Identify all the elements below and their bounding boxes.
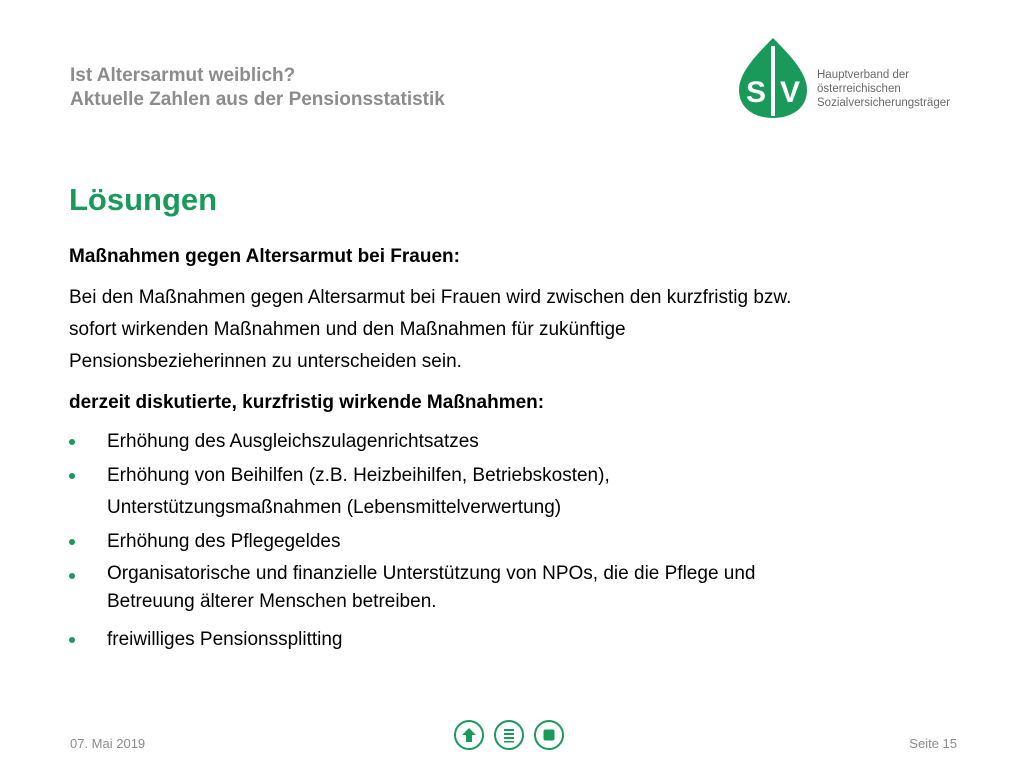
- logo-text-line3: Sozialversicherungsträger: [817, 97, 950, 109]
- bullet-dot-icon: [69, 573, 75, 579]
- svg-text:S: S: [745, 76, 767, 109]
- measures-list: [69, 426, 949, 656]
- footer-page-number: Seite 15: [909, 736, 957, 751]
- sv-leaf-icon: [735, 36, 811, 120]
- list-item: Erhöhung des Pflegegeldes: [69, 526, 949, 558]
- list-item: Erhöhung von Beihilfen (z.B. Heizbeihilfen, Betriebskosten), Unterstützungsmaßnahmen (Lebensmittelverwertung): [69, 460, 949, 524]
- bullet-dot-icon: [69, 473, 75, 479]
- home-icon: [460, 726, 478, 744]
- home-button[interactable]: [454, 720, 484, 750]
- paragraph: [69, 282, 949, 378]
- logo-text-line2: österreichischen: [817, 83, 901, 95]
- sv-logo: [735, 36, 965, 120]
- header-title: [70, 64, 445, 112]
- menu-button[interactable]: [494, 720, 524, 750]
- list-item: freiwilliges Pensionssplitting: [69, 624, 949, 656]
- list-item: Erhöhung des Ausgleichszulagenrichtsatzes: [69, 426, 949, 458]
- section-title: Lösungen: [69, 182, 218, 217]
- subheading-measures: derzeit diskutierte, kurzfristig wirkende Maßnahmen:: [69, 392, 545, 413]
- content-body: [69, 240, 949, 658]
- paragraph-line2: sofort wirkenden Maßnahmen und den Maßnahmen für zukünftige: [69, 319, 626, 340]
- paragraph-line3: Pensionsbezieherinnen zu unterscheiden sein.: [69, 351, 462, 372]
- menu-list-icon: [500, 726, 518, 744]
- logo-text: [817, 68, 950, 110]
- bullet-dot-icon: [69, 539, 75, 545]
- footer-date: 07. Mai 2019: [70, 736, 146, 751]
- header-title-line1: Ist Altersarmut weiblich?: [70, 65, 296, 86]
- bullet-dot-icon: [69, 439, 75, 445]
- bullet-dot-icon: [69, 637, 75, 643]
- svg-text:V: V: [779, 76, 801, 109]
- subheading: Maßnahmen gegen Altersarmut bei Frauen:: [69, 246, 460, 267]
- list-item: Organisatorische und finanzielle Unterstützung von NPOs, die die Pflege und Betreuung älterer Menschen betreiben.: [69, 560, 949, 616]
- stop-icon: [540, 726, 558, 744]
- paragraph-line1: Bei den Maßnahmen gegen Altersarmut bei Frauen wird zwischen den kurzfristig bzw.: [69, 287, 792, 308]
- logo-text-line1: Hauptverband der: [817, 69, 910, 81]
- stop-button[interactable]: [534, 720, 564, 750]
- header-title-line2: Aktuelle Zahlen aus der Pensionsstatistik: [70, 89, 445, 110]
- slide-navigation: [454, 720, 564, 750]
